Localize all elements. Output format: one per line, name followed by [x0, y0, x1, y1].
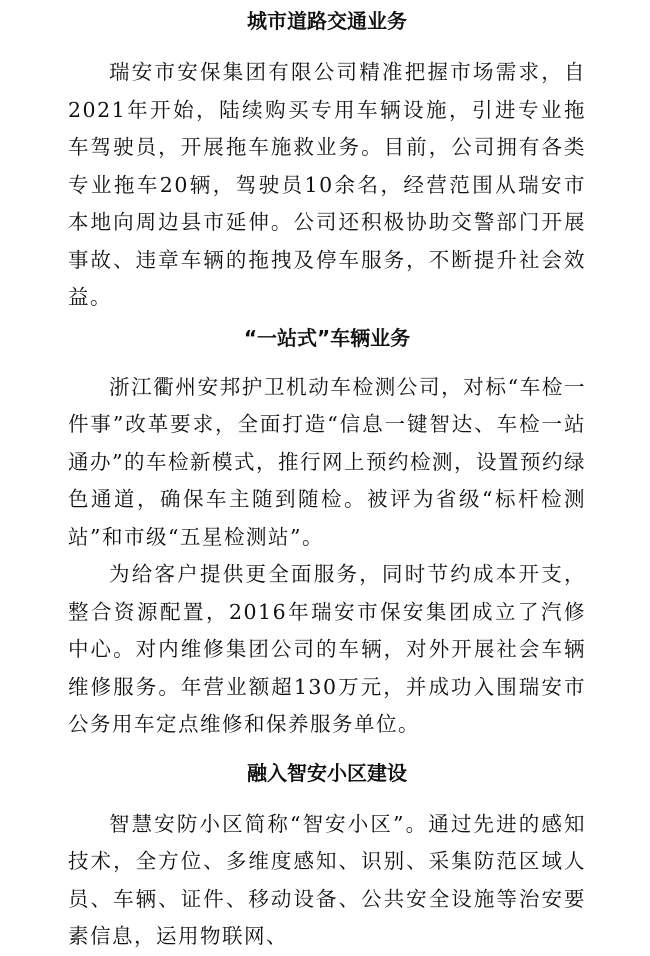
- paragraph-repair-center: 为给客户提供更全面服务，同时节约成本开支，整合资源配置，2016年瑞安市保安集团成立了汽修中心。对内维修集团公司的车辆，对外开展社会车辆维修服务。年营业额超130万元，并成功入围瑞安市公务用车定点维修和保养服务单位。: [68, 562, 586, 736]
- section-heading-one-stop-vehicle: “一站式”车辆业务: [243, 325, 411, 350]
- paragraph-vehicle-inspection: 浙江衢州安邦护卫机动车检测公司，对标“车检一件事”改革要求，全面打造“信息一键智达、车检一站通办”的车检新模式，推行网上预约检测，设置预约绿色通道，确保车主随到随检。被评为省级“标杆检测站”和市级“五星检测站”。: [68, 374, 586, 549]
- paragraph-smart-community: 智慧安防小区简称“智安小区”。通过先进的感知技术，全方位、多维度感知、识别、采集防范区域人员、车辆、证件、移动设备、公共安全设施等治安要素信息，运用物联网、: [68, 811, 586, 948]
- section-heading-urban-traffic: 城市道路交通业务: [247, 9, 407, 33]
- paragraph-towing-service: 瑞安市安保集团有限公司精准把握市场需求，自2021年开始，陆续购买专用车辆设施，引进专业拖车驾驶员，开展拖车施救业务。目前，公司拥有各类专业拖车20辆，驾驶员10余名，经营范围从瑞安市本地向周边县市延伸。公司还积极协助交警部门开展事故、违章车辆的拖拽及停车服务，不断提升社会效益。: [68, 60, 586, 309]
- section-heading-smart-community: 融入智安小区建设: [247, 760, 407, 785]
